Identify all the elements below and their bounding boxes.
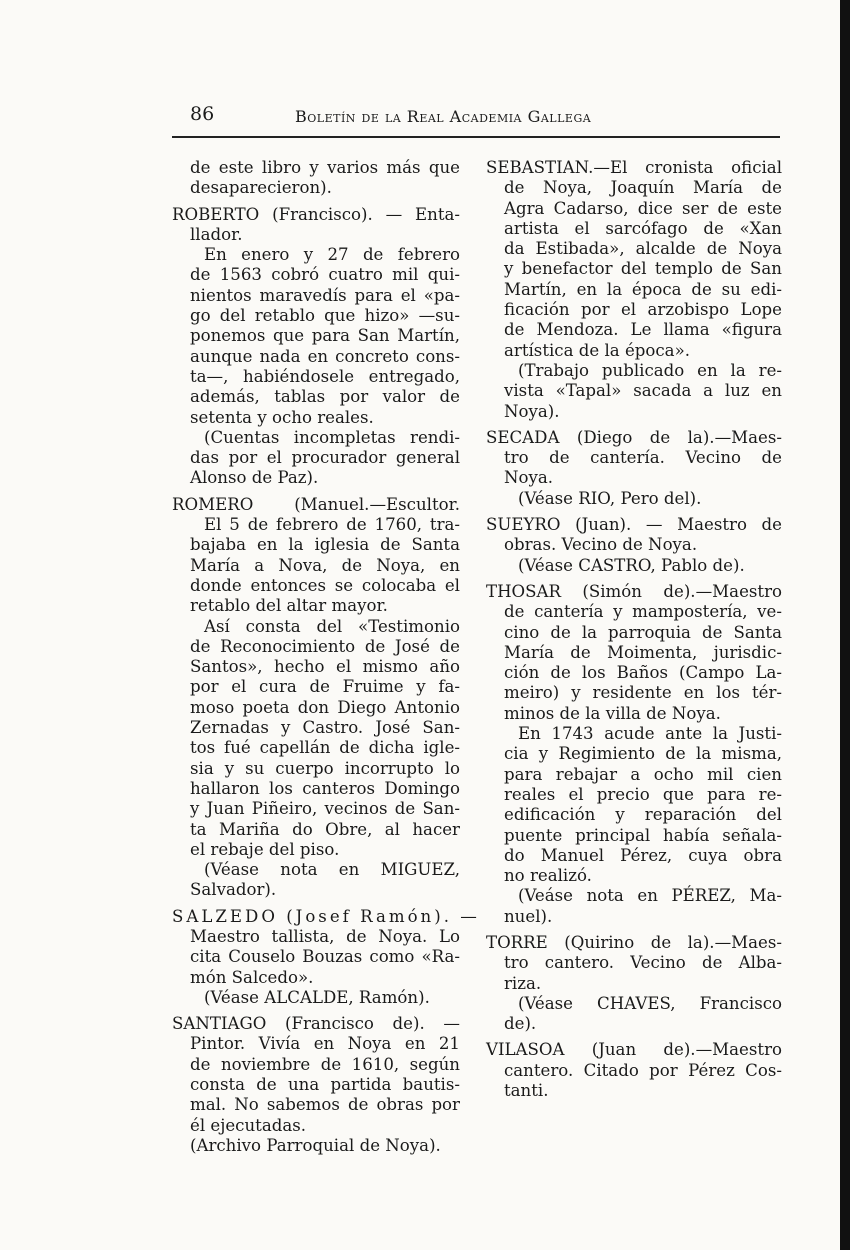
text-line: mal. No sabemos de obras por <box>190 1095 460 1115</box>
text-line: tro cantero. Vecino de Alba- <box>504 953 782 973</box>
text-line: de Mendoza. Le llama «figura <box>504 320 782 340</box>
catalog-entry <box>486 428 782 509</box>
text-line: de). <box>504 1014 537 1034</box>
entry-heading-line: VILASOA (Juan de).—Maestro <box>486 1040 782 1060</box>
text-line: go del retablo que hizo» —su- <box>190 306 460 326</box>
text-line: de Noya, Joaquín María de <box>504 178 782 198</box>
catalog-entry <box>172 1014 460 1156</box>
text-line: (Veáse nota en PÉREZ, Ma- <box>518 886 782 906</box>
text-line: María de Moimenta, jurisdic- <box>504 642 782 662</box>
continued-text <box>172 158 460 199</box>
text-line: consta de una partida bautis- <box>190 1075 460 1095</box>
text-line: da Estibada», alcalde de Noya <box>504 239 782 259</box>
catalog-entry <box>172 495 460 901</box>
text-line: reales el precio que para re- <box>504 784 782 804</box>
entry-heading-line: SALZEDO (Josef Ramón). — <box>172 906 480 926</box>
text-line: hallaron los canteros Domingo <box>190 778 460 798</box>
header-rule <box>172 136 780 138</box>
catalog-entry <box>486 933 782 1034</box>
text-line: ta Mariña do Obre, al hacer <box>190 819 460 839</box>
entry-heading-line: SUEYRO (Juan). — Maestro de <box>486 515 782 535</box>
text-line: món Salcedo». <box>190 967 314 987</box>
text-line: riza. <box>504 973 542 993</box>
text-line: de cantería y mampostería, ve- <box>504 602 782 622</box>
text-line: no realizó. <box>504 866 592 886</box>
entry-heading-line: TORRE (Quirino de la).—Maes- <box>486 932 782 952</box>
text-line: de 1563 cobró cuatro mil qui- <box>190 265 460 285</box>
text-line: Así consta del «Testimonio <box>204 616 460 636</box>
text-line: nientos maravedís para el «pa- <box>190 285 460 305</box>
text-line: cantero. Citado por Pérez Cos- <box>504 1060 782 1080</box>
left-column <box>172 158 480 1162</box>
catalog-entry <box>172 205 460 489</box>
text-line: artística de la época». <box>504 340 690 360</box>
catalog-entry <box>486 158 782 422</box>
text-line: minos de la villa de Noya. <box>504 703 721 723</box>
text-line: cia y Regimiento de la misma, <box>504 744 782 764</box>
entry-heading-line: SEBASTIAN.—El cronista oficial <box>486 158 782 177</box>
text-line: Agra Cadarso, dice ser de este <box>504 198 782 218</box>
page-number: 86 <box>190 103 215 125</box>
text-line: y Juan Piñeiro, vecinos de San- <box>190 799 460 819</box>
text-line: cita Couselo Bouzas como «Ra- <box>190 947 460 967</box>
text-line: ta—, habiéndosele entregado, <box>190 366 460 386</box>
catalog-entry <box>486 1040 782 1101</box>
entry-heading-line: SECADA (Diego de la).—Maes- <box>486 427 782 447</box>
text-line: Salvador). <box>190 880 277 900</box>
text-line: Alonso de Paz). <box>190 468 319 488</box>
text-line: do Manuel Pérez, cuya obra <box>504 845 782 865</box>
entry-heading-line: THOSAR (Simón de).—Maestro <box>486 581 782 601</box>
text-line: edificación y reparación del <box>504 805 782 825</box>
text-line: setenta y ocho reales. <box>190 407 374 427</box>
text-line: retablo del altar mayor. <box>190 596 388 616</box>
text-line: aunque nada en concreto cons- <box>190 346 460 366</box>
text-line: (Véase CASTRO, Pablo de). <box>518 555 745 575</box>
text-line: Martín, en la época de su edi- <box>504 279 782 299</box>
text-line: (Véase nota en MIGUEZ, <box>204 860 460 880</box>
text-line: tro de cantería. Vecino de <box>504 448 782 468</box>
running-title: Boletín de la Real Academia Gallega <box>295 107 592 126</box>
text-line: Santos», hecho el mismo año <box>190 657 460 677</box>
text-line: vista «Tapal» sacada a luz en <box>504 381 782 401</box>
text-line: el rebaje del piso. <box>190 839 340 859</box>
text-line: Maestro tallista, de Noya. Lo <box>190 926 460 946</box>
text-line: (Véase ALCALDE, Ramón). <box>204 987 430 1007</box>
text-line: das por el procurador general <box>190 448 460 468</box>
text-line: sia y su cuerpo incorrupto lo <box>190 758 460 778</box>
text-line: (Trabajo publicado en la re- <box>518 360 782 380</box>
text-line: de este libro y varios más que <box>190 158 460 177</box>
text-line: bajaba en la iglesia de Santa <box>190 535 460 555</box>
text-line: (Cuentas incompletas rendi- <box>204 427 460 447</box>
right-column <box>486 158 782 1107</box>
text-line: llador. <box>190 224 243 244</box>
text-line: (Archivo Parroquial de Noya). <box>190 1135 441 1155</box>
text-line: donde entonces se colocaba el <box>190 575 460 595</box>
entry-heading-line: ROBERTO (Francisco). — Enta- <box>172 204 460 224</box>
text-line: obras. Vecino de Noya. <box>504 535 698 555</box>
text-line: moso poeta don Diego Antonio <box>190 697 460 717</box>
text-line: ponemos que para San Martín, <box>190 326 460 346</box>
page-edge-shadow <box>840 0 850 1250</box>
text-line: ficación por el arzobispo Lope <box>504 300 782 320</box>
text-line: nuel). <box>504 906 553 926</box>
text-line: tanti. <box>504 1081 549 1101</box>
text-line: (Véase CHAVES, Francisco <box>518 993 782 1013</box>
entry-heading-line: SANTIAGO (Francisco de). — <box>172 1014 460 1034</box>
text-line: Zernadas y Castro. José San- <box>190 718 460 738</box>
catalog-entry <box>486 515 782 576</box>
text-line: de noviembre de 1610, según <box>190 1054 460 1074</box>
text-line: él ejecutadas. <box>190 1115 307 1135</box>
text-line: de Reconocimiento de José de <box>190 636 460 656</box>
text-line: por el cura de Fruime y fa- <box>190 677 460 697</box>
text-line: (Véase RIO, Pero del). <box>518 488 702 508</box>
text-line: desaparecieron). <box>190 178 332 198</box>
text-line: cino de la parroquia de Santa <box>504 622 782 642</box>
text-line: para rebajar a ocho mil cien <box>504 764 782 784</box>
text-line: tos fué capellán de dicha igle- <box>190 738 460 758</box>
text-line: además, tablas por valor de <box>190 387 460 407</box>
text-line: Pintor. Vivía en Noya en 21 <box>190 1034 460 1054</box>
text-line: Noya. <box>504 468 554 488</box>
text-line: artista el sarcófago de «Xan <box>504 218 782 238</box>
text-line: meiro) y residente en los tér- <box>504 683 782 703</box>
text-line: En enero y 27 de febrero <box>204 245 460 265</box>
text-line: puente principal había señala- <box>504 825 782 845</box>
text-line: María a Nova, de Noya, en <box>190 555 460 575</box>
text-line: En 1743 acude ante la Justi- <box>518 724 782 744</box>
text-line: El 5 de febrero de 1760, tra- <box>204 515 460 535</box>
catalog-entry <box>172 906 480 1008</box>
text-line: ción de los Baños (Campo La- <box>504 663 782 683</box>
text-line: y benefactor del templo de San <box>504 259 782 279</box>
entry-heading-line: ROMERO (Manuel.—Escultor. <box>172 494 460 514</box>
text-line: Noya). <box>504 401 560 421</box>
catalog-entry <box>486 582 782 927</box>
